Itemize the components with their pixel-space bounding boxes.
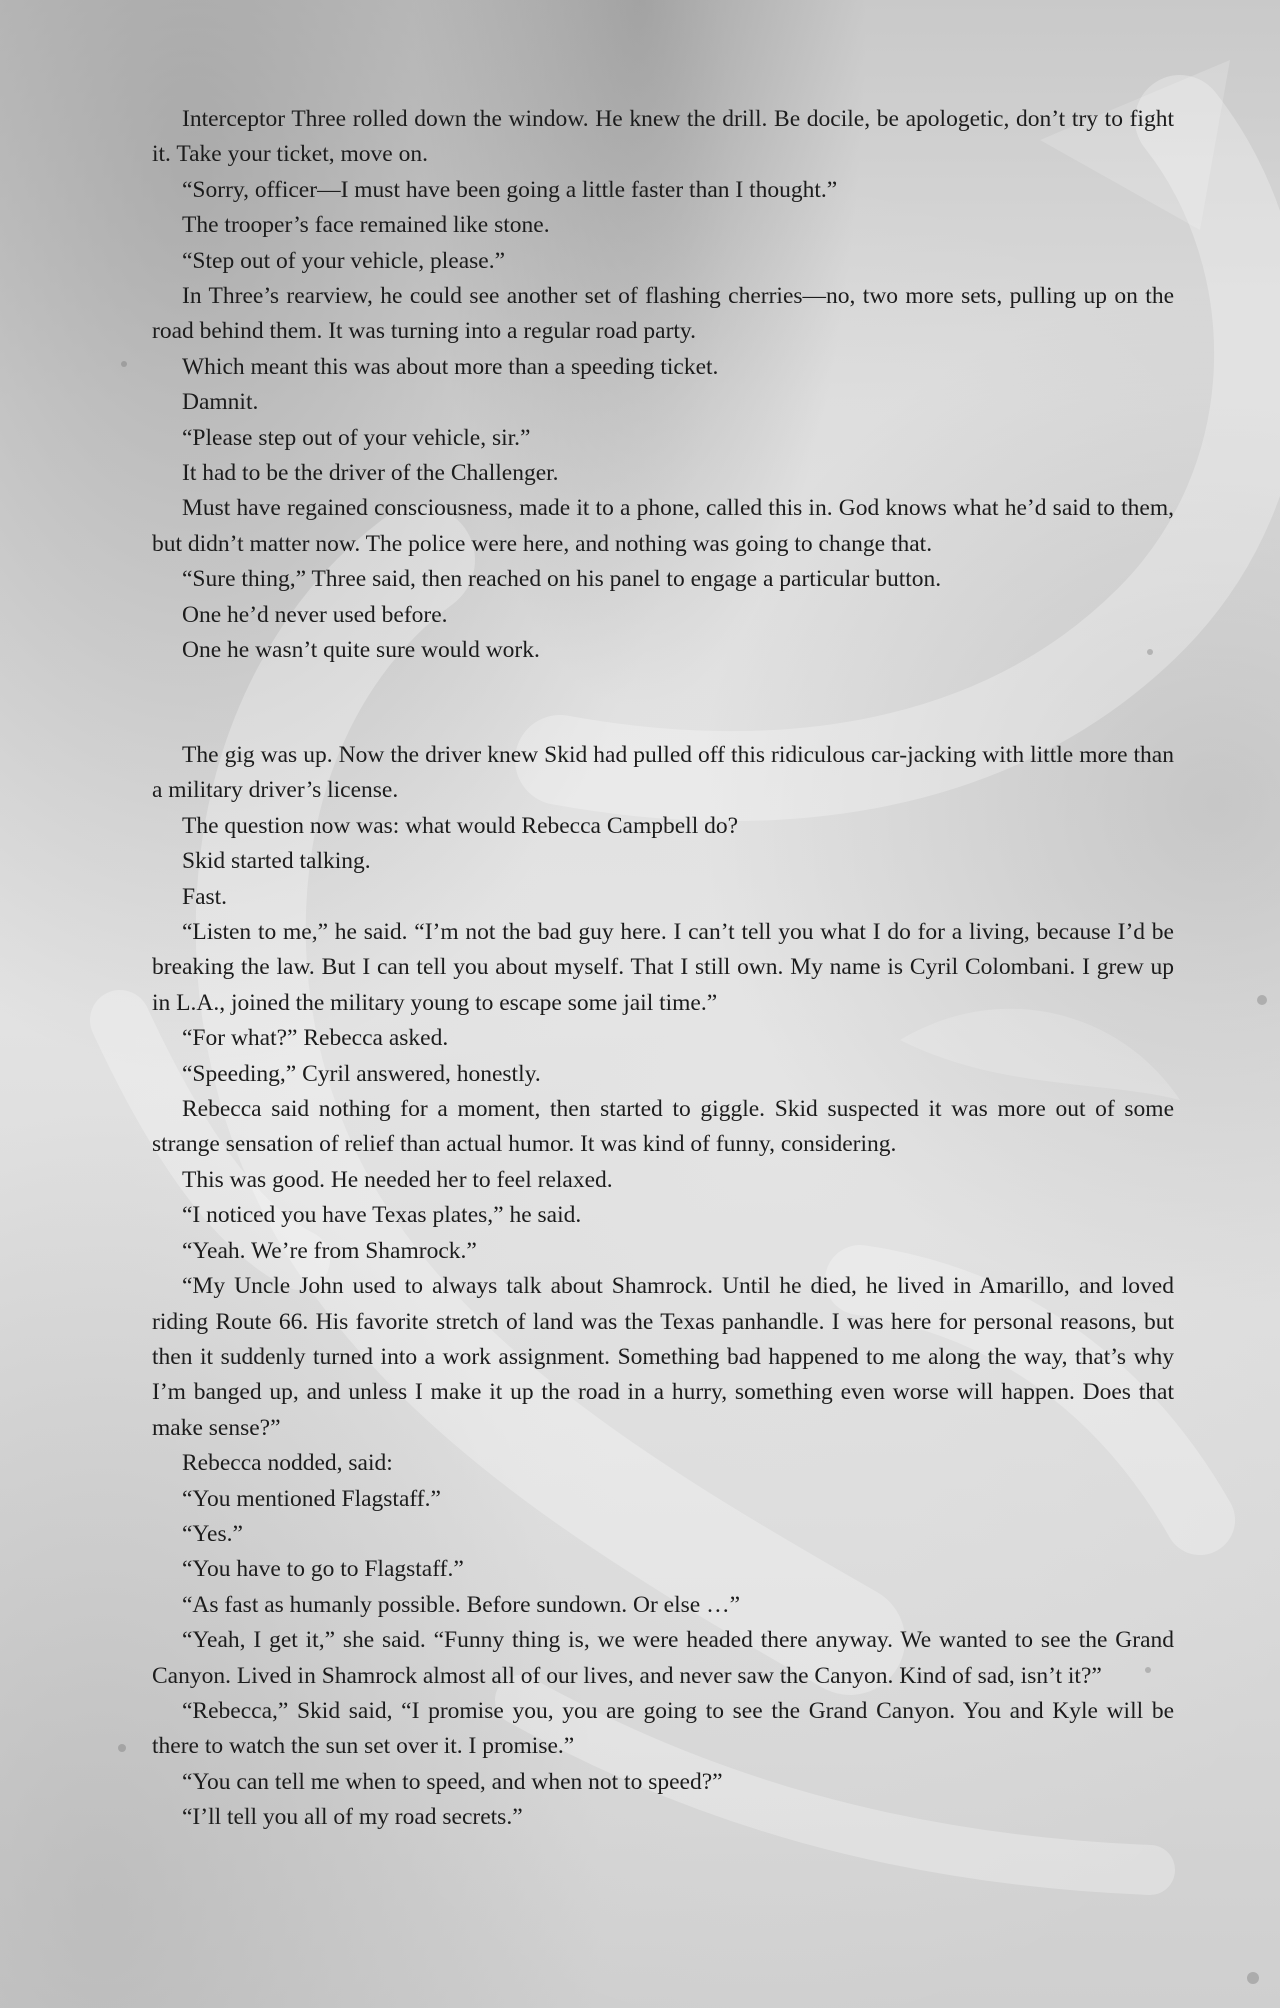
- paragraph: “Yes.”: [182, 1520, 243, 1547]
- paragraph: It had to be the driver of the Challenger.: [182, 460, 559, 487]
- paragraph: Rebecca nodded, said:: [182, 1450, 393, 1477]
- paragraph: Interceptor Three rolled down the window. He knew the drill. Be docile, be apologetic, don’t try to fight it. Take your ticket, move on.: [152, 106, 1174, 168]
- paragraph: “Rebecca,” Skid said, “I promise you, you are going to see the Grand Canyon. You and Kyle will be there to watch the sun set over it. I promise.”: [152, 1697, 1174, 1760]
- paragraph: “Yeah, I get it,” she said. “Funny thing is, we were headed there anyway. We wanted to see the Grand Canyon. Lived in Shamrock almost all of our lives, and never saw the Canyon. Kind of sad, isn’t it?”: [152, 1627, 1174, 1689]
- paragraph: “Sure thing,” Three said, then reached on his panel to engage a particular button.: [182, 566, 942, 593]
- paragraph: “For what?” Rebecca asked.: [182, 1025, 449, 1052]
- story-section-one: [152, 102, 1174, 669]
- paragraph: “As fast as humanly possible. Before sundown. Or else …”: [182, 1591, 741, 1618]
- paragraph: “I’ll tell you all of my road secrets.”: [182, 1804, 523, 1831]
- paragraph: Skid started talking.: [182, 848, 371, 875]
- paragraph: “Yeah. We’re from Shamrock.”: [182, 1237, 477, 1264]
- paragraph: “Listen to me,” he said. “I’m not the bad guy here. I can’t tell you what I do for a living, because I’d be breaking the law. But I can tell you about myself. That I still own. My name is Cyril Colombani. I grew up in L.A., joined the military young to escape some jail time.”: [152, 919, 1174, 1016]
- paragraph: In Three’s rearview, he could see another set of flashing cherries—no, two more sets, pulling up on the road behind them. It was turning into a regular road party.: [152, 283, 1174, 345]
- paragraph: Fast.: [182, 883, 228, 910]
- paragraph: The question now was: what would Rebecca Campbell do?: [182, 812, 739, 839]
- paragraph: Which meant this was about more than a speeding ticket.: [182, 353, 719, 380]
- paragraph: The gig was up. Now the driver knew Skid had pulled off this ridiculous car-jacking with little more than a military driver’s license.: [152, 742, 1174, 804]
- paragraph: “You can tell me when to speed, and when not to speed?”: [182, 1768, 723, 1795]
- paragraph: One he wasn’t quite sure would work.: [182, 637, 540, 664]
- paragraph: “My Uncle John used to always talk about Shamrock. Until he died, he lived in Amarillo, and loved riding Route 66. His favorite stretch of land was the Texas panhandle. I was here for personal reasons, but then it suddenly turned into a work assignment. Something bad happened to me along the way, that’s why I’m banged up, and unless I make it up the road in a hurry, something even worse will happen. Does that make sense?”: [152, 1273, 1174, 1441]
- paragraph: “Speeding,” Cyril answered, honestly.: [182, 1060, 541, 1087]
- paragraph: Damnit.: [182, 389, 259, 416]
- paragraph: The trooper’s face remained like stone.: [182, 212, 550, 239]
- paragraph: “I noticed you have Texas plates,” he said.: [182, 1202, 582, 1229]
- story-section-two: [152, 738, 1174, 1836]
- paragraph: “Please step out of your vehicle, sir.”: [182, 424, 531, 451]
- paragraph: “Step out of your vehicle, please.”: [182, 247, 506, 274]
- paragraph: This was good. He needed her to feel relaxed.: [182, 1166, 613, 1193]
- paragraph: Must have regained consciousness, made it to a phone, called this in. God knows what he’d said to them, but didn’t matter now. The police were here, and nothing was going to change that.: [152, 495, 1174, 557]
- paragraph: Rebecca said nothing for a moment, then started to giggle. Skid suspected it was more out of some strange sensation of relief than actual humor. It was kind of funny, considering.: [152, 1096, 1174, 1158]
- paragraph: “You mentioned Flagstaff.”: [182, 1485, 441, 1512]
- paragraph: One he’d never used before.: [182, 601, 448, 628]
- paragraph: “You have to go to Flagstaff.”: [182, 1556, 464, 1583]
- paragraph: “Sorry, officer—I must have been going a little faster than I thought.”: [182, 176, 838, 203]
